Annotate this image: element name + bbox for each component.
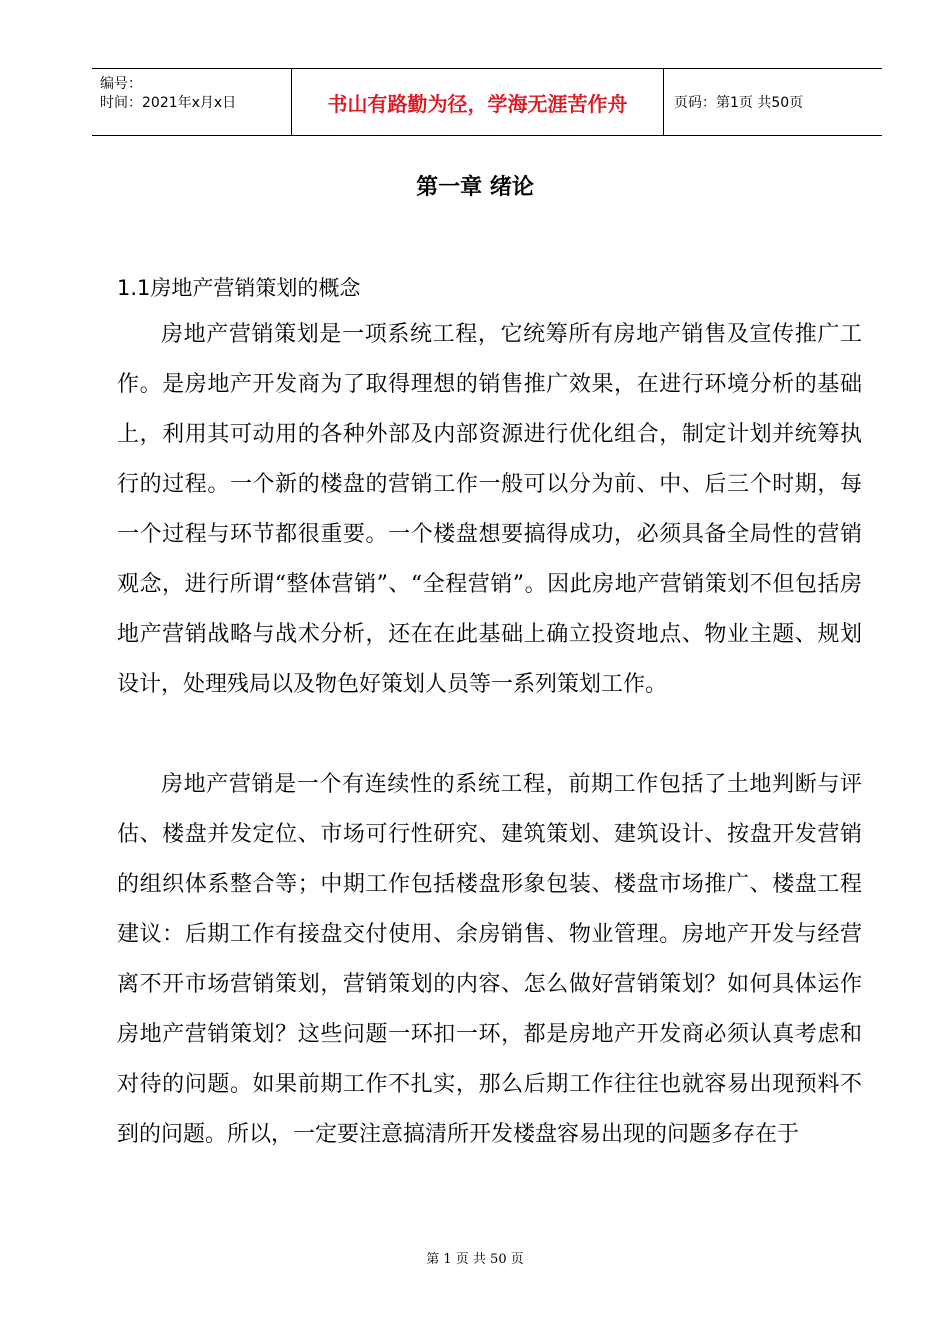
page-info-cell	[664, 69, 882, 135]
header-table	[92, 68, 882, 136]
section-title: 1.1房地产营销策划的概念	[117, 276, 361, 300]
motto-text: 书山有路勤为径，学海无涯苦作舟	[327, 91, 628, 116]
chapter-title: 第一章 绪论	[416, 175, 534, 200]
body-paragraph: 房地产营销是一个有连续性的系统工程，前期工作包括了土地判断与评估、楼盘并发定位、市场可行性研究、建筑策划、建筑设计、按盘开发营销的组织体系整合等；中期工作包括楼盘形象包装、楼盘市场推广、楼盘工程建议：后期工作有接盘交付使用、余房销售、物业管理。房地产开发与经营离不开市场营销策划，营销策划的内容、怎么做好营销策划？如何具体运作房地产营销策划？这些问题一环扣一环，都是房地产开发商必须认真考虑和对待的问题。如果前期工作不扎实，那么后期工作往往也就容易出现预料不到的问题。所以，一定要注意搞清所开发楼盘容易出现的问题多存在于	[117, 772, 862, 1147]
body-paragraph: 房地产营销策划是一项系统工程，它统筹所有房地产销售及宣传推广工作。是房地产开发商为了取得理想的销售推广效果，在进行环境分析的基础上，利用其可动用的各种外部及内部资源进行优化组合，制定计划并统筹执行的过程。一个新的楼盘的营销工作一般可以分为前、中、后三个时期，每一个过程与环节都很重要。一个楼盘想要搞得成功，必须具备全局性的营销观念，进行所谓“整体营销”、“全程营销”。因此房地产营销策划不但包括房地产营销战略与战术分析，还在在此基础上确立投资地点、物业主题、规划设计，处理残局以及物色好策划人员等一系列策划工作。	[117, 322, 862, 697]
serial-number-label: 编号：	[100, 76, 142, 92]
body-paragraph-2-container	[117, 760, 862, 1160]
time-label: 时间：2021年x月x日	[100, 95, 237, 111]
header-meta-cell	[92, 69, 292, 135]
motto-cell	[292, 69, 664, 135]
page-info-text: 页码：第1页 共50页	[674, 95, 804, 111]
page-footer: 第 1 页 共 50 页	[426, 1252, 524, 1267]
body-paragraph-1-container	[117, 310, 862, 710]
